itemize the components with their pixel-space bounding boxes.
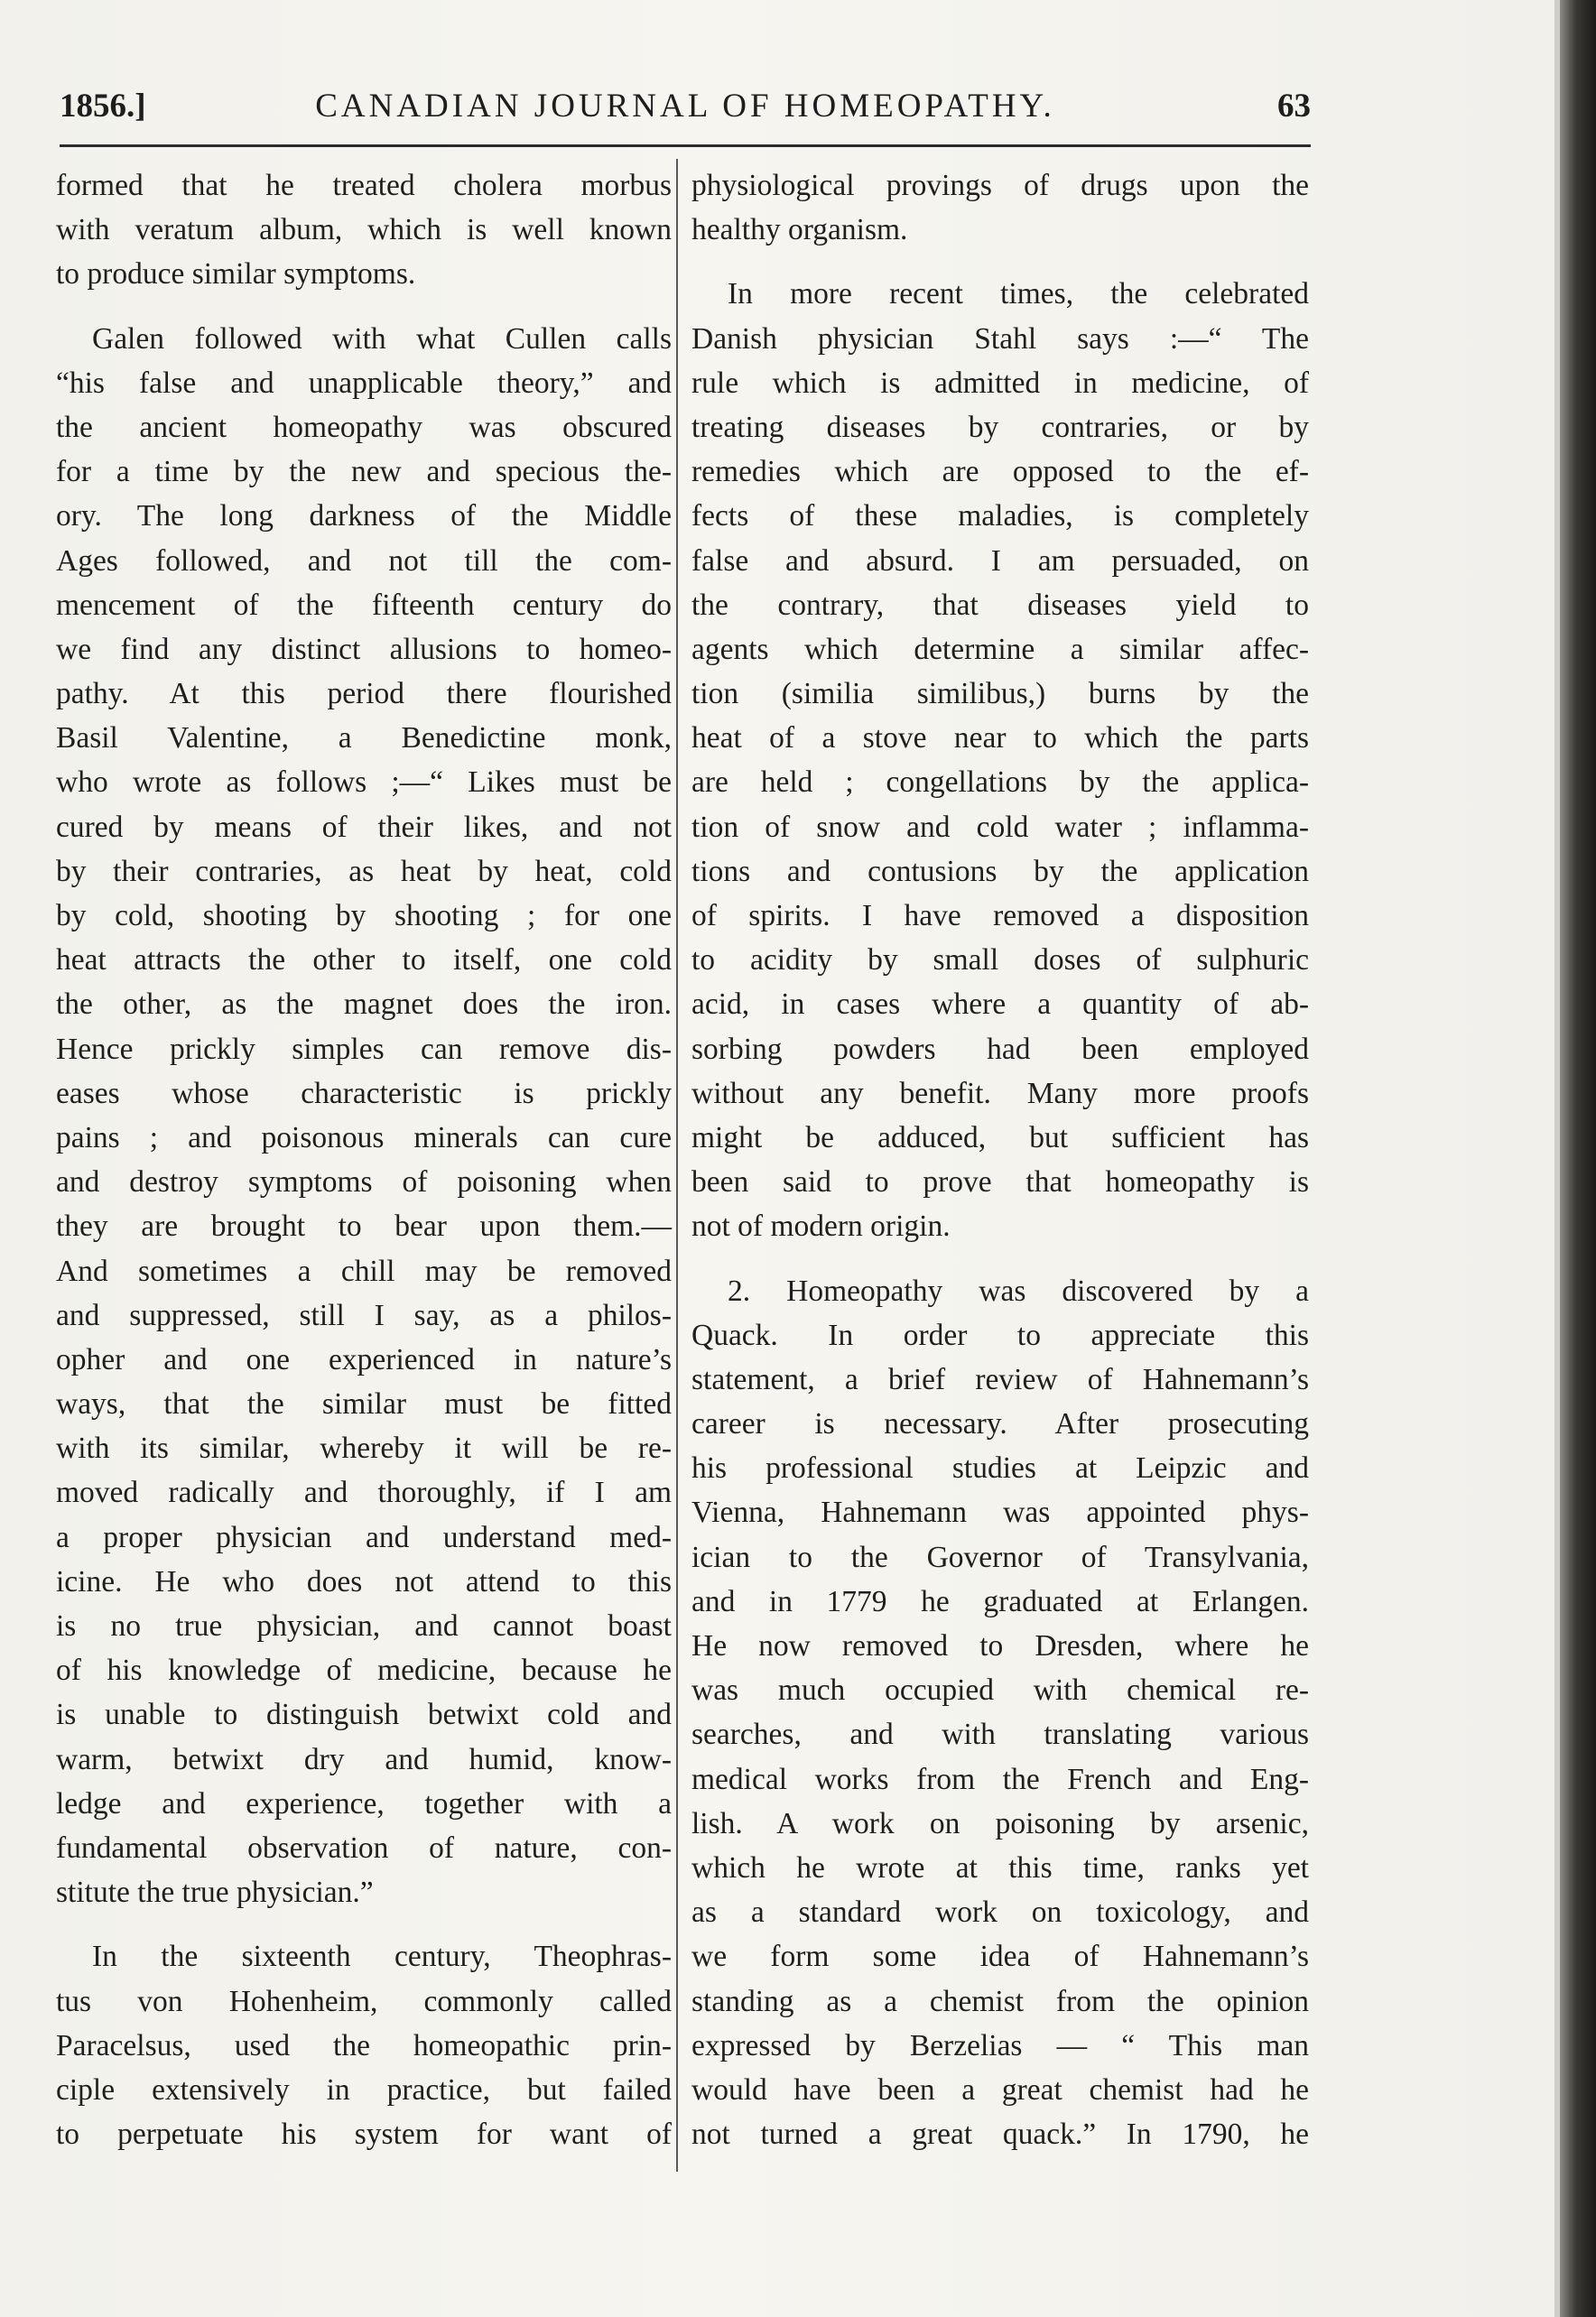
text-line: lish. A work on poisoning by arsenic, — [691, 1806, 1309, 1840]
text-line: tion of snow and cold water ; inflamma- — [691, 810, 1309, 844]
text-line: by their contraries, as heat by heat, cold — [56, 854, 672, 888]
text-line: to perpetuate his system for want of — [56, 2118, 672, 2152]
text-line: career is necessary. After prosecuting — [691, 1407, 1309, 1441]
text-line: is no true physician, and cannot boast — [56, 1609, 672, 1643]
text-line: warm, betwixt dry and humid, know- — [56, 1742, 672, 1776]
running-header — [60, 87, 1311, 126]
page-number: 63 — [1277, 88, 1311, 125]
text-line: heat attracts the other to itself, one cold — [56, 943, 672, 978]
text-line: the contrary, that diseases yield to — [691, 588, 1309, 622]
text-line: pathy. At this period there flourished — [56, 677, 672, 711]
text-line: the other, as the magnet does the iron. — [56, 987, 672, 1022]
text-line: we form some idea of Hahnemann’s — [691, 1940, 1309, 1974]
text-line: would have been a great chemist had he — [691, 2072, 1309, 2107]
text-line: heat of a stove near to which the parts — [691, 721, 1309, 755]
text-line: with veratum album, which is well known — [56, 213, 672, 247]
text-line: to produce similar symptoms. — [56, 257, 416, 292]
book-spine — [1560, 0, 1596, 2317]
text-line: He now removed to Dresden, where he — [691, 1629, 1309, 1663]
text-line: by cold, shooting by shooting ; for one — [56, 899, 672, 932]
text-line: opher and one experienced in nature’s — [56, 1342, 672, 1376]
text-line: In more recent times, the celebrated — [728, 277, 1309, 311]
text-line: Galen followed with what Cullen calls — [92, 321, 672, 356]
text-line: and suppressed, still I say, as a philos- — [56, 1298, 672, 1332]
text-line: tions and contusions by the application — [691, 854, 1309, 888]
text-line: Quack. In order to appreciate this — [691, 1318, 1309, 1352]
journal-title: CANADIAN JOURNAL OF HOMEOPATHY. — [315, 88, 1055, 125]
text-line: eases whose characteristic is prickly — [56, 1076, 672, 1110]
text-line: and destroy symptoms of poisoning when — [56, 1165, 672, 1200]
text-line: ician to the Governor of Transylvania, — [691, 1540, 1309, 1574]
text-line: of his knowledge of medicine, because he — [56, 1654, 672, 1688]
text-line: moved radically and thoroughly, if I am — [56, 1476, 672, 1510]
left-column — [56, 163, 672, 2176]
text-line: Paracelsus, used the homeopathic prin- — [56, 2028, 672, 2062]
text-line: false and absurd. I am persuaded, on — [691, 543, 1309, 578]
text-line: mencement of the fifteenth century do — [56, 588, 672, 622]
text-line: statement, a brief review of Hahnemann’s — [691, 1362, 1309, 1396]
text-line: to acidity by small doses of sulphuric — [691, 943, 1309, 978]
text-line: treating diseases by contraries, or by — [691, 410, 1309, 444]
text-line: physiological provings of drugs upon the — [691, 169, 1309, 202]
text-line: rule which is admitted in medicine, of — [691, 366, 1309, 400]
text-line: Hence prickly simples can remove dis- — [56, 1032, 672, 1066]
text-line: not turned a great quack.” In 1790, he — [691, 2118, 1309, 2152]
header-rule — [60, 144, 1311, 147]
text-line: and in 1779 he graduated at Erlangen. — [691, 1584, 1309, 1618]
text-line: a proper physician and understand med- — [56, 1520, 672, 1554]
text-line: ways, that the similar must be fitted — [56, 1387, 672, 1422]
text-line: who wrote as follows ;—“ Likes must be — [56, 765, 672, 800]
text-line: fundamental observation of nature, con- — [56, 1830, 672, 1865]
text-line: for a time by the new and specious the- — [56, 455, 672, 489]
text-line: acid, in cases where a quantity of ab- — [691, 987, 1309, 1022]
text-line: is unable to distinguish betwixt cold and — [56, 1698, 672, 1732]
section-heading-line: 2. Homeopathy was discovered by a — [728, 1274, 1309, 1308]
text-line: they are brought to bear upon them.— — [56, 1209, 672, 1244]
text-line: ory. The long darkness of the Middle — [56, 499, 672, 533]
column-divider — [676, 159, 678, 2172]
text-line: was much occupied with chemical re- — [691, 1673, 1309, 1708]
text-line: with its similar, whereby it will be re- — [56, 1432, 672, 1466]
text-line: stitute the true physician.” — [56, 1876, 374, 1910]
text-line: agents which determine a similar affec- — [691, 632, 1309, 666]
text-line: we find any distinct allusions to homeo- — [56, 632, 672, 666]
text-line: “his false and unapplicable theory,” and — [56, 366, 672, 400]
text-line: Ages followed, and not till the com- — [56, 543, 672, 578]
text-line: searches, and with translating various — [691, 1718, 1309, 1752]
text-line: standing as a chemist from the opinion — [691, 1984, 1309, 2018]
text-line: In the sixteenth century, Theophras- — [92, 1940, 672, 1974]
text-line: as a standard work on toxicology, and — [691, 1895, 1309, 1930]
right-column — [691, 163, 1309, 2176]
text-line: ledge and experience, together with a — [56, 1786, 672, 1821]
text-line: Vienna, Hahnemann was appointed phys- — [691, 1496, 1309, 1530]
text-line: pains ; and poisonous minerals can cure — [56, 1120, 672, 1154]
text-line: not of modern origin. — [691, 1209, 951, 1244]
text-line: medical works from the French and Eng- — [691, 1762, 1309, 1796]
header-year: 1856.] — [60, 88, 146, 125]
text-line: been said to prove that homeopathy is — [691, 1165, 1309, 1200]
text-line: the ancient homeopathy was obscured — [56, 410, 672, 444]
text-line: formed that he treated cholera morbus — [56, 169, 672, 202]
text-line: tus von Hohenheim, commonly called — [56, 1984, 672, 2018]
text-line: tion (similia similibus,) burns by the — [691, 677, 1309, 711]
text-line: his professional studies at Leipzic and — [691, 1451, 1309, 1486]
text-line: cured by means of their likes, and not — [56, 810, 672, 844]
text-line: might be adduced, but sufficient has — [691, 1120, 1309, 1154]
text-line: healthy organism. — [691, 213, 908, 247]
text-line: ciple extensively in practice, but failed — [56, 2072, 672, 2107]
text-line: of spirits. I have removed a disposition — [691, 899, 1309, 932]
text-line: sorbing powders had been employed — [691, 1032, 1309, 1066]
text-line: And sometimes a chill may be removed — [56, 1254, 672, 1288]
text-line: are held ; congellations by the applica- — [691, 765, 1309, 800]
text-line: expressed by Berzelias — “ This man — [691, 2028, 1309, 2062]
text-line: fects of these maladies, is completely — [691, 499, 1309, 533]
text-line: Danish physician Stahl says :—“ The — [691, 321, 1309, 356]
text-line: without any benefit. Many more proofs — [691, 1076, 1309, 1110]
text-line: remedies which are opposed to the ef- — [691, 455, 1309, 489]
text-line: icine. He who does not attend to this — [56, 1564, 672, 1599]
text-line: which he wrote at this time, ranks yet — [691, 1850, 1309, 1885]
text-line: Basil Valentine, a Benedictine monk, — [56, 721, 672, 755]
